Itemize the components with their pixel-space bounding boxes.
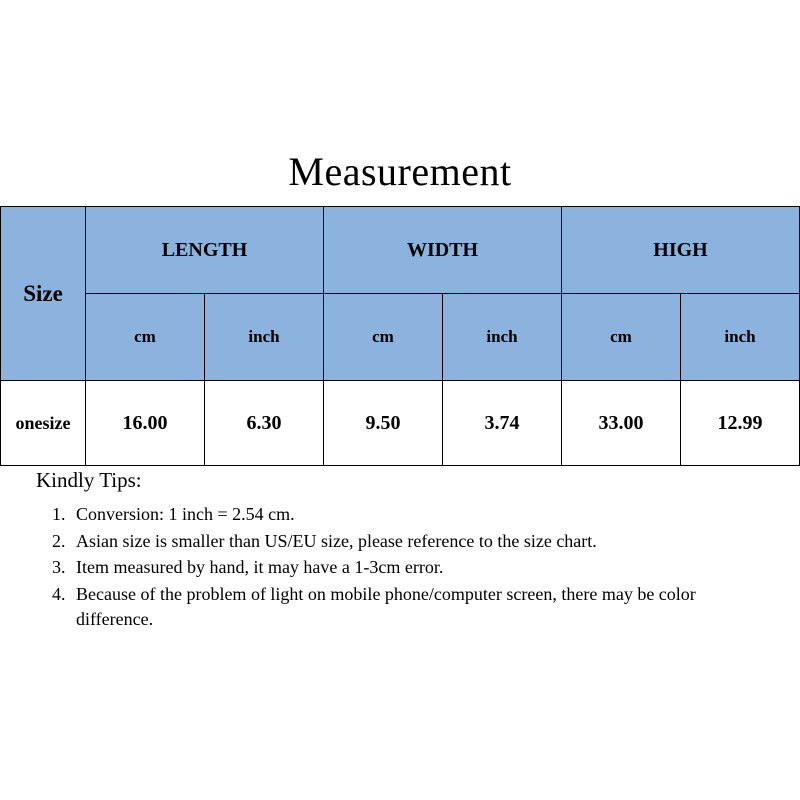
page-title: Measurement — [288, 149, 512, 194]
cell-width-inch: 3.74 — [443, 381, 562, 466]
table-header-row-groups — [1, 207, 800, 294]
cell-high-inch: 12.99 — [681, 381, 800, 466]
list-item: 4. Because of the problem of light on mobile phone/computer screen, there may be color difference. — [70, 582, 766, 633]
cell-length-cm: 16.00 — [86, 381, 205, 466]
table-header-row-units — [1, 294, 800, 381]
header-unit-width-inch: inch — [443, 294, 562, 381]
header-group-width: WIDTH — [324, 207, 562, 294]
list-item: 2. Asian size is smaller than US/EU size, please reference to the size chart. — [70, 529, 766, 555]
header-group-length: LENGTH — [86, 207, 324, 294]
list-item: 1. Conversion: 1 inch = 2.54 cm. — [70, 502, 766, 528]
header-unit-width-cm: cm — [324, 294, 443, 381]
row-label-onesize: onesize — [1, 381, 86, 466]
tips-heading: Kindly Tips: — [36, 468, 142, 492]
header-unit-length-inch: inch — [205, 294, 324, 381]
cell-width-cm: 9.50 — [324, 381, 443, 466]
cell-length-inch: 6.30 — [205, 381, 324, 466]
header-unit-high-cm: cm — [562, 294, 681, 381]
table-row — [1, 381, 800, 466]
measurement-table — [0, 206, 800, 466]
header-unit-length-cm: cm — [86, 294, 205, 381]
header-size: Size — [1, 207, 86, 381]
measurement-table-container — [0, 206, 800, 466]
header-group-high: HIGH — [562, 207, 800, 294]
header-unit-high-inch: inch — [681, 294, 800, 381]
kindly-tips-section — [36, 468, 766, 634]
tips-list — [36, 502, 766, 633]
list-item: 3. Item measured by hand, it may have a 1-3cm error. — [70, 555, 766, 581]
cell-high-cm: 33.00 — [562, 381, 681, 466]
